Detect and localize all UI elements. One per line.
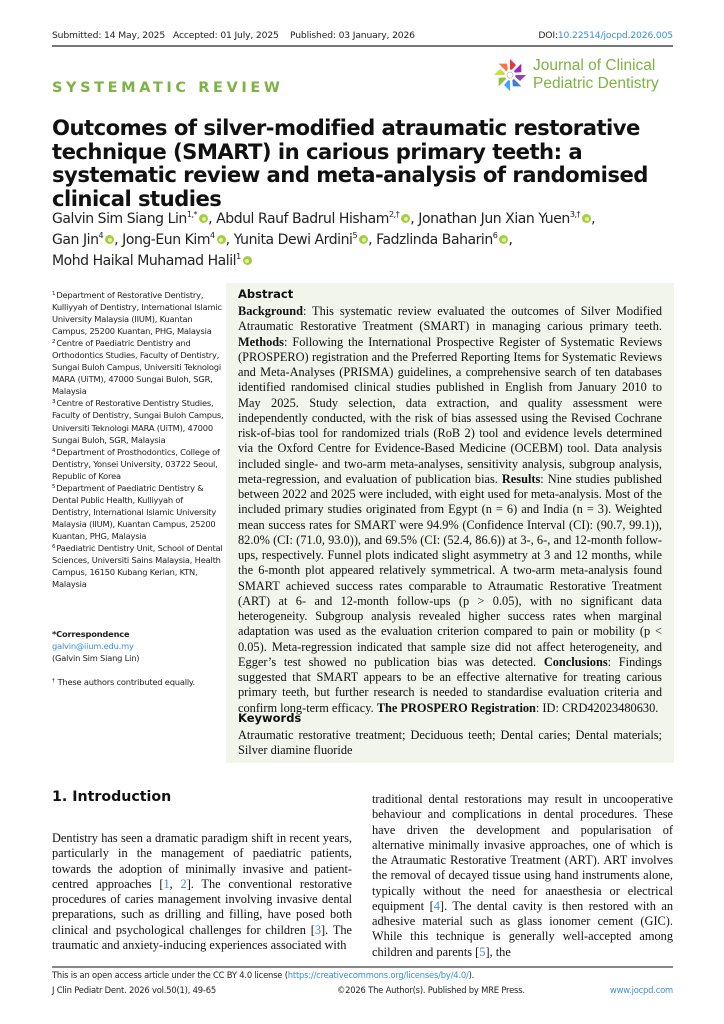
- affiliation-text: Centre of Paediatric Dentistry and Orthodontics Studies, Faculty of Dentistry, Sungai Buloh Campus, Universiti Teknologi MARA (UiTM), 47000 Sungai Buloh, SGR, Malaysia: [52, 338, 221, 397]
- introduction-right-column: traditional dental restorations may result in uncooperative behaviour and complications in dental procedures. These have driven the development and popularisation of alternative minimally invasive approaches, one of which is the Atraumatic Restorative Treatment (ART). ART involves the removal of decayed tissue using hand instruments alone, typically without the need for anaesthesia or electrical equipment [4]. The dental cavity is then restored with an adhesive material such as glass ionomer cement (GIC). While this technique is generally well-accepted among children and parents [5], the: [372, 792, 673, 959]
- author-affiliation-marker: 1,*: [186, 210, 198, 219]
- affiliation-text: Department of Paediatric Dentistry & Dental Public Health, Kulliyyah of Dentistry, International Islamic University Malaysia (IIUM), Kuantan Campus, 25200 Kuantan, PHG, Malaysia: [52, 482, 217, 541]
- affiliation-item: [52, 446, 224, 482]
- author: [234, 232, 368, 248]
- introduction-left-column: Dentistry has seen a dramatic paradigm shift in recent years, particularly in the management of paediatric patients, towards the adoption of minimally invasive and patient-centred approaches [1, 2]. The conventional restorative procedures of caries management involving invasive dental preparations, such as drilling and filling, have posed both clinical and psychological challenges for children [3]. The traumatic and anxiety-inducing experiences associated with: [52, 831, 353, 952]
- introduction-heading: 1. Introduction: [52, 789, 172, 805]
- author-affiliation-marker: 3,†: [569, 210, 581, 219]
- author-name: Abdul Rauf Badrul Hisham: [216, 211, 389, 227]
- citation-link[interactable]: 4: [433, 898, 440, 913]
- affiliation-number: 4: [52, 447, 56, 454]
- affiliations-list: [52, 289, 224, 590]
- author-affiliation-marker: 6: [492, 231, 498, 240]
- citation-link[interactable]: 3: [314, 922, 321, 937]
- citation-link[interactable]: 2: [180, 876, 187, 891]
- keywords-text: Atraumatic restorative treatment; Deciduous teeth; Dental caries; Dental materials; Silver diamine fluoride: [238, 728, 662, 758]
- author: [52, 253, 252, 269]
- equal-contribution-text: These authors contributed equally.: [57, 677, 195, 687]
- affiliation-text: Department of Prosthodontics, College of Dentistry, Yonsei University, 03722 Seoul, Republic of Korea: [52, 446, 220, 481]
- abstract-section-label: The PROSPERO Registration: [376, 700, 536, 715]
- abstract-body: [238, 304, 662, 716]
- author-affiliation-marker: 4: [210, 231, 215, 240]
- author-name: Gan Jin: [52, 232, 99, 248]
- affiliation-number: 3: [52, 399, 56, 406]
- abstract-box: [226, 283, 674, 763]
- orcid-icon[interactable]: [243, 256, 252, 265]
- abstract-section-text: : This systematic review evaluated the outcomes of Silver Modified Atraumatic Restorative Treatment (SMART) in managing carious primary teeth.: [238, 304, 662, 334]
- pinwheel-flower-logo-icon: [493, 58, 527, 92]
- abstract-section-text: : Nine studies published between 2022 and 2025 were included, with eight used for meta-analysis. Most of the included primary studies originated from Egypt (n = 6) and India (n = 3). Weighted mean success rates for SMART were 94.9% (Confidence Interval (CI): (90.7, 99.1)), 82.0% (CI: (71.0, 93.0)), and 69.5% (CI: (52.4, 86.6)) at 3-, 6-, and 12-month follow-ups, respectively. Funnel plots indicated slight asymmetry at 3 and 12 months, while the 6-month plot appeared relatively symmetrical. A two-arm meta-analysis found SMART achieved success rates comparable to Atraumatic Restorative Treatment (ART) at 6- and 12-month follow-ups (p > 0.05), with no significant data heterogeneity. Subgroup analysis revealed higher success rates when marginal adaptation was used as the evaluation criterion compared to pain or mobility (p < 0.05). Meta-regression indicated that sample size did not affect heterogeneity, and Egger’s test showed no publication bias was detected.: [238, 471, 662, 669]
- journal-logo[interactable]: [493, 56, 678, 98]
- journal-name-line-2: Pediatric Dentistry: [533, 75, 659, 92]
- article-title: Outcomes of silver-modified atraumatic restorative technique (SMART) in carious primary teeth: a systematic review and meta-analysis of randomised clinical studies: [52, 115, 648, 211]
- license-link[interactable]: https://creativecommons.org/licenses/by/4.0/: [287, 970, 469, 980]
- orcid-icon[interactable]: [105, 235, 114, 244]
- abstract-section-label: Methods: [238, 334, 284, 349]
- citation-link[interactable]: 1: [163, 876, 170, 891]
- orcid-icon[interactable]: [401, 214, 410, 223]
- published-date: Published: 03 January, 2026: [290, 30, 415, 41]
- dagger-mark: †: [52, 678, 55, 684]
- affiliation-number: 5: [52, 483, 56, 490]
- author-name: Galvin Sim Siang Lin: [52, 211, 187, 227]
- affiliation-number: 2: [52, 339, 56, 346]
- copyright-notice: ©2026 The Author(s). Published by MRE Press.: [337, 985, 525, 995]
- abstract-section-text: : Findings suggested that SMART appears to be an effective alternative for treating carious primary teeth, but further research is needed to standardise evaluation criteria and confirm long-term efficacy.: [238, 654, 662, 715]
- affiliation-item: [52, 542, 224, 590]
- abstract-section-label: Results: [501, 471, 541, 486]
- license-statement: [52, 970, 474, 980]
- footer-bar: [52, 985, 673, 999]
- orcid-icon[interactable]: [582, 214, 591, 223]
- author: [52, 232, 114, 248]
- abstract-section-label: Background: [238, 304, 303, 318]
- doi-link[interactable]: 10.22514/jocpd.2026.005: [557, 30, 673, 41]
- author: [216, 211, 410, 227]
- abstract-section-text: : Following the International Prospective Register of Systematic Reviews (PROSPERO) registration and the Preferred Reporting Items for Systematic Reviews and Meta-Analyses (PRISMA) guidelines, a comprehensive search of ten databases identified randomised clinical studies published in English from January 2010 to May 2025. Study selection, data extraction, and quality assessment were independently conducted, with the risk of bias assessed using the Revised Cochrane risk-of-bias tool for randomized trials (RoB 2) tool and evidence levels determined via the Oxford Centre for Evidence-Based Medicine (OCEBM) tool. Data analysis included single- and two-arm meta-analyses, sensitivity analysis, subgroup analysis, meta-regression, and evaluation of publication bias.: [238, 334, 662, 486]
- author-name: Mohd Haikal Muhamad Halil: [52, 253, 237, 269]
- author-name: Jong-Eun Kim: [122, 232, 211, 248]
- doi: [538, 30, 673, 41]
- submitted-date: Submitted: 14 May, 2025: [52, 30, 166, 41]
- correspondence-email-link[interactable]: galvin@iium.edu.my: [52, 641, 134, 652]
- affiliation-item: [52, 289, 224, 337]
- citation-link[interactable]: 5: [479, 944, 486, 959]
- author-list: Galvin Sim Siang Lin$^{1,*}$ , Abdul Rauf Badrul Hisham$^{2,\dagger}$ , Jonathan Jun Xian Yuen$^{3,\dagger}$ , Gan Jin$^4$ , Jong-Eun Kim$^4$ , Yunita Dewi Ardini$^5$ , Fadzlinda Baharin$^6$ , Mohd Haikal Muhamad Halil$^1$: [52, 210, 596, 269]
- license-prefix: This is an open access article under the CC BY 4.0 license (: [52, 970, 288, 980]
- author-name: Jonathan Jun Xian Yuen: [418, 211, 570, 227]
- affiliation-number: 6: [52, 543, 56, 550]
- affiliation-text: Department of Restorative Dentistry, Kulliyyah of Dentistry, International Islamic University Malaysia (IIUM), Kuantan Campus, 25200 Kuantan, PHG, Malaysia: [52, 290, 222, 337]
- keywords-heading: Keywords: [238, 711, 302, 725]
- doi-label: DOI:: [538, 30, 558, 41]
- accepted-date: Accepted: 01 July, 2025: [173, 30, 279, 41]
- journal-name: [533, 57, 659, 93]
- affiliation-text: Paediatric Dentistry Unit, School of Dental Sciences, Universiti Sains Malaysia, Health Campus, 16150 Kubang Kerian, KTN, Malaysia: [52, 542, 223, 590]
- article-type-label: SYSTEMATIC REVIEW: [52, 80, 284, 96]
- author-name: Yunita Dewi Ardini: [233, 232, 353, 248]
- affiliation-text: Centre of Restorative Dentistry Studies, Faculty of Dentistry, Sungai Buloh Campus, Universiti Teknologi MARA (UiTM), 47000 Sungai Buloh, SGR, Malaysia: [52, 398, 224, 445]
- author: [418, 211, 591, 227]
- header-divider: [52, 45, 673, 47]
- abstract-heading: Abstract: [238, 287, 294, 301]
- journal-name-line-1: Journal of Clinical: [533, 57, 656, 74]
- footer-divider: [52, 966, 673, 968]
- author-affiliation-marker: 5: [352, 231, 358, 240]
- author-name: Fadzlinda Baharin: [376, 232, 493, 248]
- author: [52, 211, 208, 227]
- equal-contribution-note: [52, 677, 232, 687]
- affiliation-item: [52, 337, 224, 397]
- abstract-section-label: Conclusions: [543, 654, 608, 669]
- affiliation-number: 1: [52, 291, 56, 297]
- abstract-section-text: : ID: CRD42023480630.: [535, 700, 659, 715]
- author: [122, 232, 226, 248]
- correspondence-heading: *Correspondence: [52, 629, 130, 639]
- orcid-icon[interactable]: [499, 235, 508, 244]
- author-affiliation-marker: 1: [236, 252, 241, 261]
- affiliation-item: [52, 397, 224, 445]
- author-affiliation-marker: 4: [98, 231, 104, 240]
- author-affiliation-marker: 2,†: [388, 210, 400, 219]
- orcid-icon[interactable]: [199, 214, 208, 223]
- correspondence-name: (Galvin Sim Siang Lin): [52, 653, 140, 664]
- orcid-icon[interactable]: [217, 235, 226, 244]
- affiliation-item: [52, 482, 224, 542]
- author: [376, 232, 508, 248]
- journal-website-link[interactable]: www.jocpd.com: [609, 985, 673, 995]
- license-suffix: ).: [468, 970, 475, 980]
- orcid-icon[interactable]: [359, 235, 368, 244]
- publication-dates-bar: [52, 28, 673, 44]
- journal-citation: J Clin Pediatr Dent. 2026 vol.50(1), 49-65: [52, 985, 217, 995]
- correspondence-block: [52, 628, 224, 665]
